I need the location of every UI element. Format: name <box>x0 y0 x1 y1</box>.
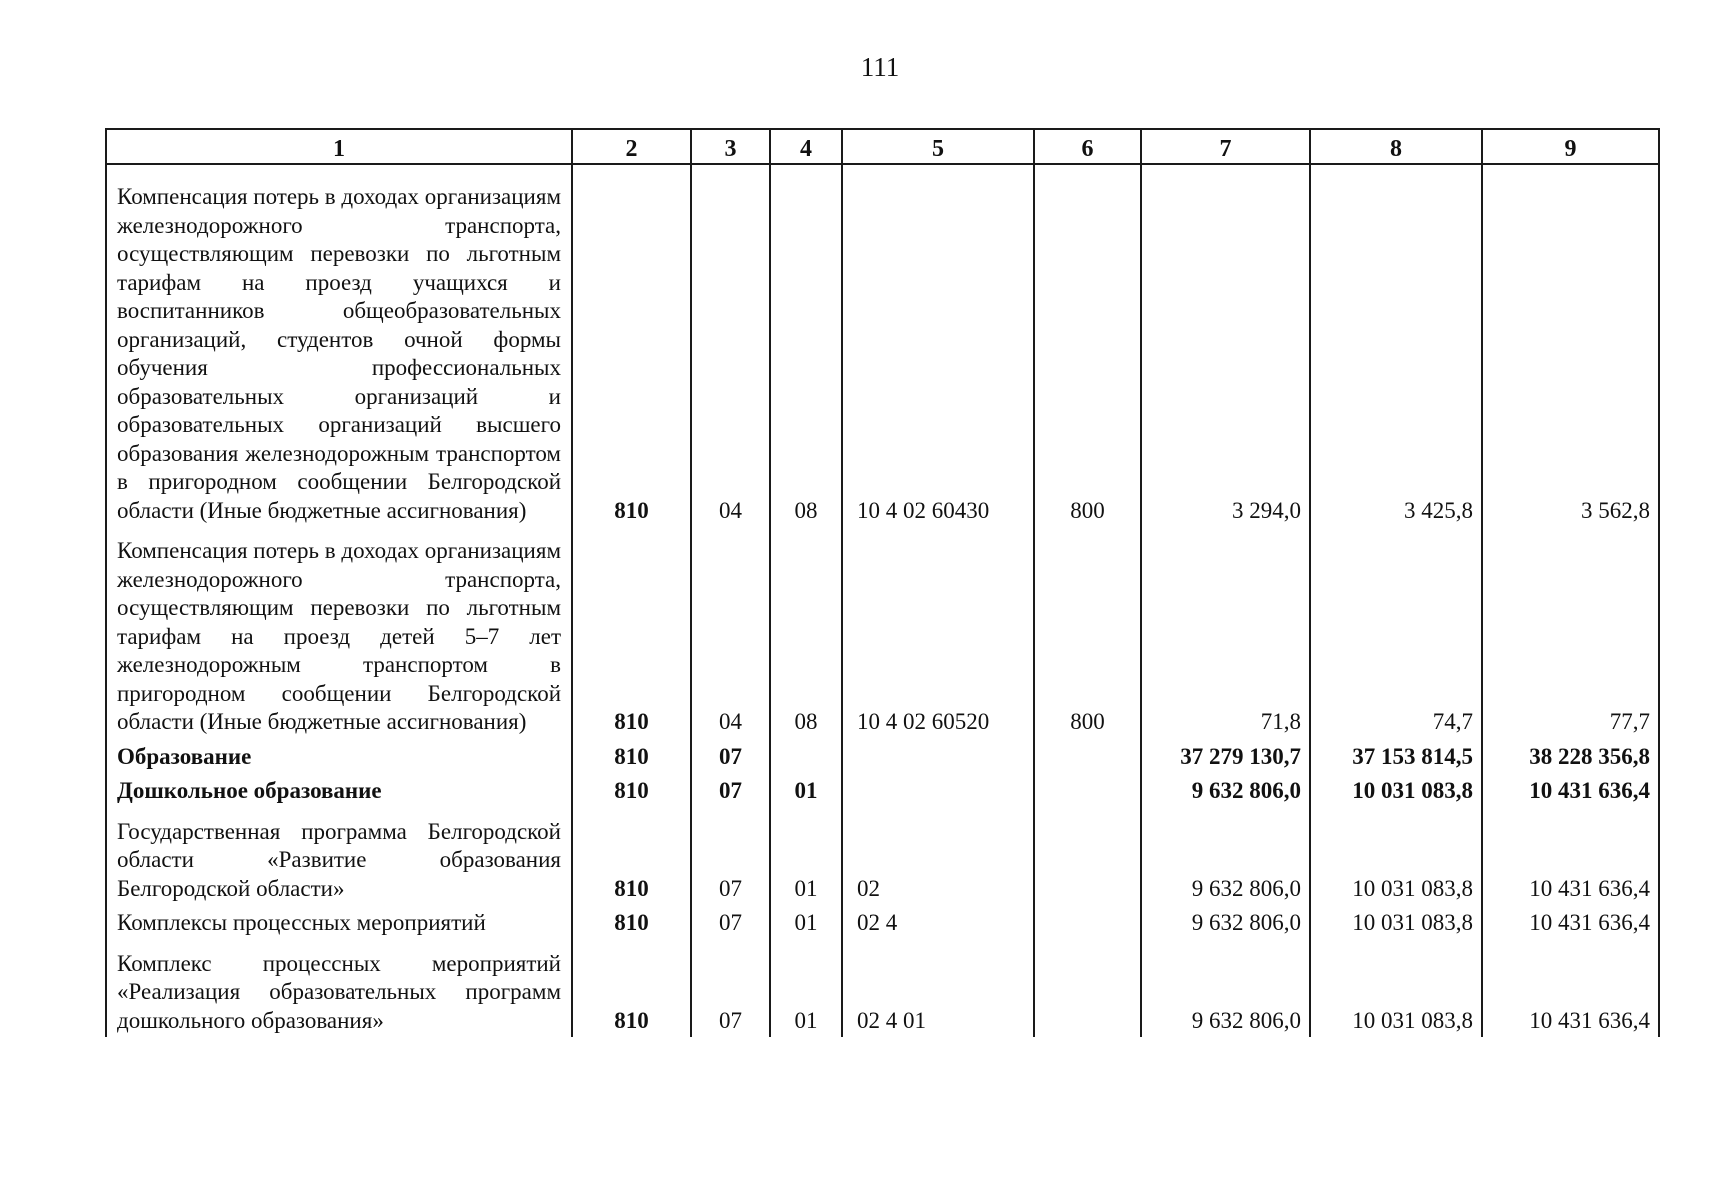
row-code-expense-type: 800 <box>1034 164 1141 527</box>
row-code-target: 10 4 02 60430 <box>842 164 1034 527</box>
row-name: Компенсация потерь в доходах организациям железнодорожного транспорта, осуществляющим перевозки по льготным тарифам на проезд учащихся и воспитанников общеобразовательных организаций, студентов очной формы обучения профессиональных образовательных организаций и образовательных организаций высшего образования железнодорожным транспортом в пригородном сообщении Белгородской области (Иные бюджетные ассигнования) <box>106 164 572 527</box>
table-row <box>106 773 1659 808</box>
row-amount-7: 9 632 806,0 <box>1141 808 1310 906</box>
row-code-expense-type <box>1034 808 1141 906</box>
budget-table <box>105 128 1660 1037</box>
row-amount-9: 10 431 636,4 <box>1482 940 1659 1038</box>
row-amount-9: 3 562,8 <box>1482 164 1659 527</box>
table-row <box>106 905 1659 940</box>
row-code-section: 04 <box>691 527 770 739</box>
row-amount-7: 3 294,0 <box>1141 164 1310 527</box>
row-code-target: 10 4 02 60520 <box>842 527 1034 739</box>
row-code-ministry: 810 <box>572 164 691 527</box>
row-code-expense-type <box>1034 739 1141 774</box>
row-name: Комплексы процессных мероприятий <box>106 905 572 940</box>
row-code-ministry: 810 <box>572 905 691 940</box>
row-amount-9: 38 228 356,8 <box>1482 739 1659 774</box>
table-row <box>106 527 1659 739</box>
row-amount-8: 10 031 083,8 <box>1310 808 1482 906</box>
row-code-subsection: 08 <box>770 527 842 739</box>
row-amount-8: 10 031 083,8 <box>1310 905 1482 940</box>
row-name: Дошкольное образование <box>106 773 572 808</box>
row-code-subsection: 01 <box>770 940 842 1038</box>
row-code-expense-type: 800 <box>1034 527 1141 739</box>
row-code-section: 04 <box>691 164 770 527</box>
row-code-ministry: 810 <box>572 808 691 906</box>
row-code-expense-type <box>1034 940 1141 1038</box>
header-col-5: 5 <box>842 129 1034 164</box>
row-code-subsection: 01 <box>770 905 842 940</box>
header-col-9: 9 <box>1482 129 1659 164</box>
row-name: Комплекс процессных мероприятий «Реализация образовательных программ дошкольного образования» <box>106 940 572 1038</box>
row-amount-7: 9 632 806,0 <box>1141 905 1310 940</box>
row-name: Компенсация потерь в доходах организациям железнодорожного транспорта, осуществляющим перевозки по льготным тарифам на проезд детей 5–7 лет железнодорожным транспортом в пригородном сообщении Белгородской области (Иные бюджетные ассигнования) <box>106 527 572 739</box>
row-code-section: 07 <box>691 739 770 774</box>
table-row <box>106 164 1659 527</box>
row-code-target <box>842 739 1034 774</box>
row-code-subsection: 01 <box>770 808 842 906</box>
header-row <box>106 129 1659 164</box>
row-amount-7: 9 632 806,0 <box>1141 773 1310 808</box>
row-code-target: 02 4 01 <box>842 940 1034 1038</box>
row-name: Образование <box>106 739 572 774</box>
row-amount-9: 10 431 636,4 <box>1482 773 1659 808</box>
row-code-ministry: 810 <box>572 773 691 808</box>
row-amount-9: 77,7 <box>1482 527 1659 739</box>
table-row <box>106 940 1659 1038</box>
row-code-target <box>842 773 1034 808</box>
row-amount-7: 9 632 806,0 <box>1141 940 1310 1038</box>
row-amount-9: 10 431 636,4 <box>1482 808 1659 906</box>
header-col-7: 7 <box>1141 129 1310 164</box>
row-code-expense-type <box>1034 905 1141 940</box>
row-code-section: 07 <box>691 940 770 1038</box>
row-code-section: 07 <box>691 808 770 906</box>
row-code-subsection: 08 <box>770 164 842 527</box>
row-code-expense-type <box>1034 773 1141 808</box>
header-col-3: 3 <box>691 129 770 164</box>
row-code-ministry: 810 <box>572 739 691 774</box>
header-col-6: 6 <box>1034 129 1141 164</box>
row-name: Государственная программа Белгородской области «Развитие образования Белгородской области» <box>106 808 572 906</box>
row-code-target: 02 4 <box>842 905 1034 940</box>
row-amount-8: 3 425,8 <box>1310 164 1482 527</box>
row-amount-7: 71,8 <box>1141 527 1310 739</box>
row-amount-9: 10 431 636,4 <box>1482 905 1659 940</box>
row-code-ministry: 810 <box>572 527 691 739</box>
row-code-ministry: 810 <box>572 940 691 1038</box>
row-code-subsection <box>770 739 842 774</box>
row-amount-8: 37 153 814,5 <box>1310 739 1482 774</box>
row-amount-7: 37 279 130,7 <box>1141 739 1310 774</box>
row-code-subsection: 01 <box>770 773 842 808</box>
header-col-2: 2 <box>572 129 691 164</box>
row-amount-8: 10 031 083,8 <box>1310 940 1482 1038</box>
page-number: 111 <box>860 52 900 82</box>
table-row <box>106 739 1659 774</box>
header-col-4: 4 <box>770 129 842 164</box>
row-code-section: 07 <box>691 773 770 808</box>
row-code-section: 07 <box>691 905 770 940</box>
row-amount-8: 10 031 083,8 <box>1310 773 1482 808</box>
row-amount-8: 74,7 <box>1310 527 1482 739</box>
header-col-1: 1 <box>106 129 572 164</box>
header-col-8: 8 <box>1310 129 1482 164</box>
row-code-target: 02 <box>842 808 1034 906</box>
table-row <box>106 808 1659 906</box>
